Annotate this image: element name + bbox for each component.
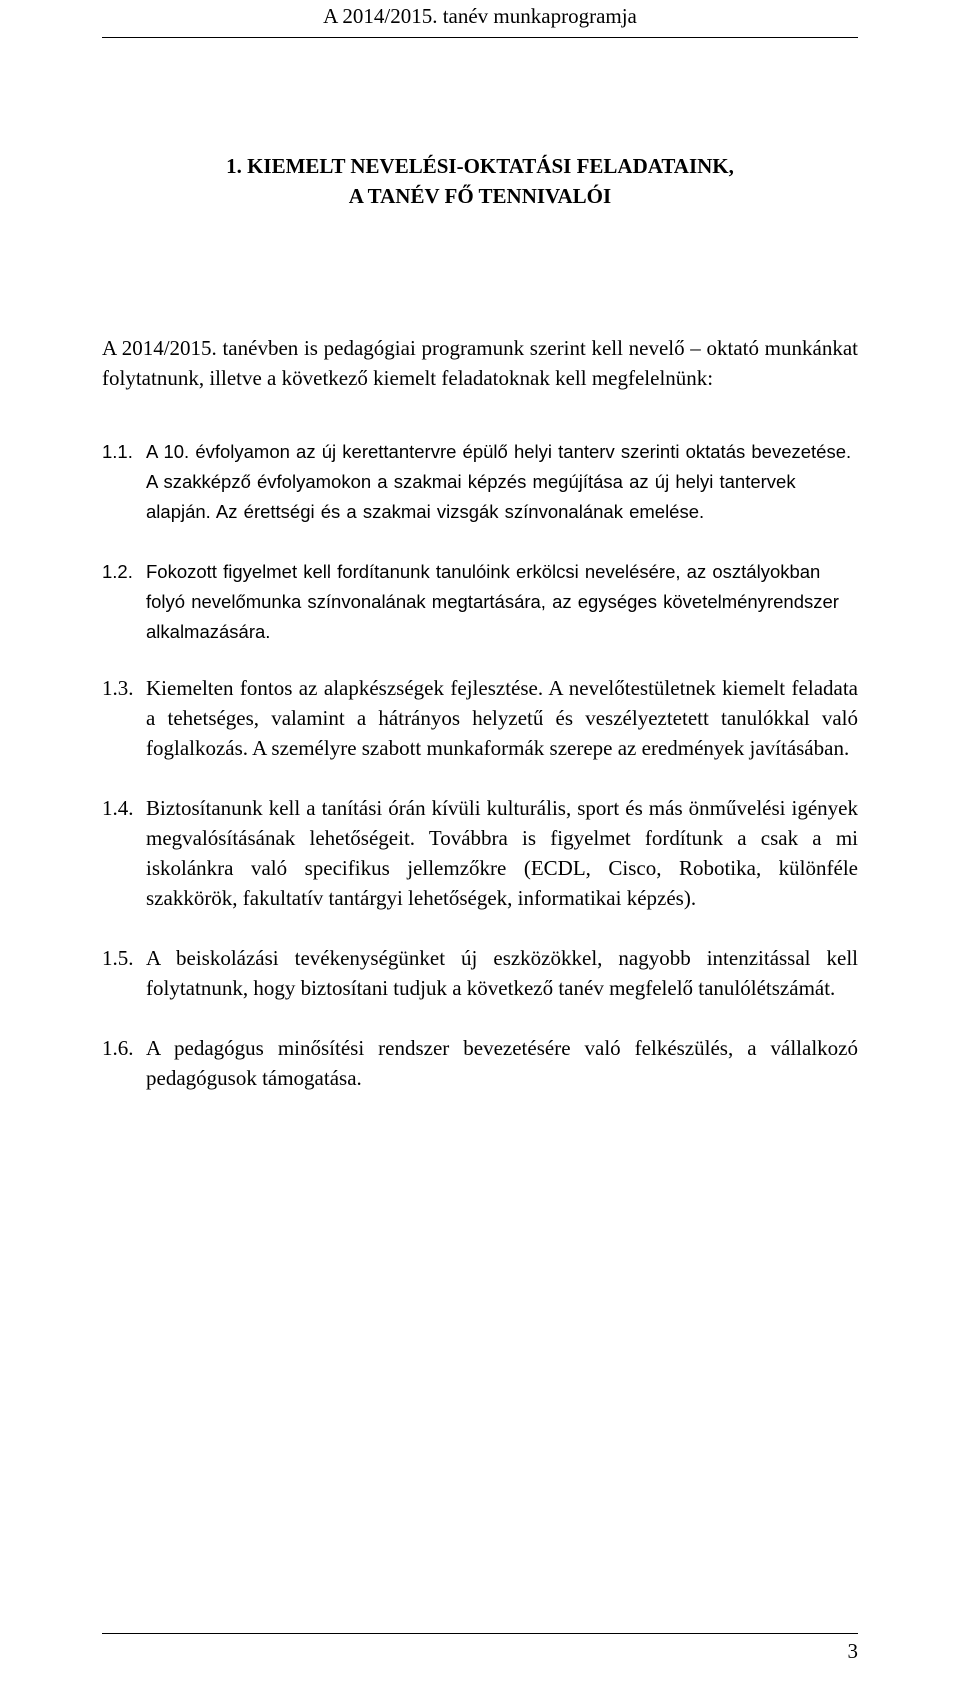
list-item-1-6 xyxy=(102,1033,858,1093)
list-item-1-1 xyxy=(102,437,858,527)
intro-paragraph: A 2014/2015. tanévben is pedagógiai programunk szerint kell nevelő – oktató munkánkat folytatnunk, illetve a következő kiemelt feladatoknak kell megfelelnünk: xyxy=(102,336,858,390)
list-item-1-4 xyxy=(102,793,858,913)
list-item-text: A beiskolázási tevékenységünket új eszközökkel, nagyobb intenzitással kell folytatnunk, hogy biztosítani tudjuk a következő tanév megfelelő tanulólétszámát. xyxy=(146,946,858,1000)
list-item-number: 1.3. xyxy=(102,676,139,700)
list-item-text: Kiemelten fontos az alapkészségek fejlesztése. A nevelőtestületnek kiemelt feladata a tehetséges, valamint a hátrányos helyzetű és veszélyeztetett tanulókkal való foglalkozás. A személyre szabott munkaformák szerepe az eredmények javításában. xyxy=(146,676,858,760)
chapter-title xyxy=(102,151,858,211)
list-item-1-5 xyxy=(102,943,858,1003)
header-divider xyxy=(102,37,858,38)
page-number: 3 xyxy=(847,1639,858,1663)
list-item-number: 1.6. xyxy=(102,1036,134,1060)
list-item-1-3 xyxy=(102,673,858,763)
list-item-text: Biztosítanunk kell a tanítási órán kívüli kulturális, sport és más önművelési igények megvalósításának lehetőségeit. Továbbra is figyelmet fordítunk a csak a mi iskolánkra való specifikus jellemzőkre (ECDL, Cisco, Robotika, különféle szakkörök, fakultatív tantárgyi lehetőségek, informatikai képzés). xyxy=(146,796,858,910)
list-item-number: 1.5. xyxy=(102,946,134,970)
list-item-number: 1.4. xyxy=(102,796,139,820)
list-item-number: 1.2. xyxy=(102,561,139,582)
list-item-text: A 10. évfolyamon az új kerettantervre épülő helyi tanterv szerinti oktatás bevezetése. A szakképző évfolyamokon a szakmai képzés megújítása az új helyi tantervek alapján. Az érettségi és a szakmai vizsgák színvonalának emelése. xyxy=(146,441,852,522)
running-header: A 2014/2015. tanév munkaprogramja xyxy=(323,4,637,28)
list-item-text: Fokozott figyelmet kell fordítanunk tanulóink erkölcsi nevelésére, az osztályokban folyó nevelőmunka színvonalának megtartására, az egységes követelményrendszer alkalmazására. xyxy=(146,561,839,642)
list-item-text: A pedagógus minősítési rendszer bevezetésére való felkészülés, a vállalkozó pedagógusok támogatása. xyxy=(146,1036,858,1090)
list-item-number: 1.1. xyxy=(102,441,139,462)
list-item-1-2 xyxy=(102,557,858,647)
chapter-title-line-1: 1. KIEMELT NEVELÉSI-OKTATÁSI FELADATAINK, xyxy=(226,154,734,178)
chapter-title-line-2: A TANÉV FŐ TENNIVALÓI xyxy=(348,184,612,208)
footer-divider xyxy=(102,1633,858,1634)
